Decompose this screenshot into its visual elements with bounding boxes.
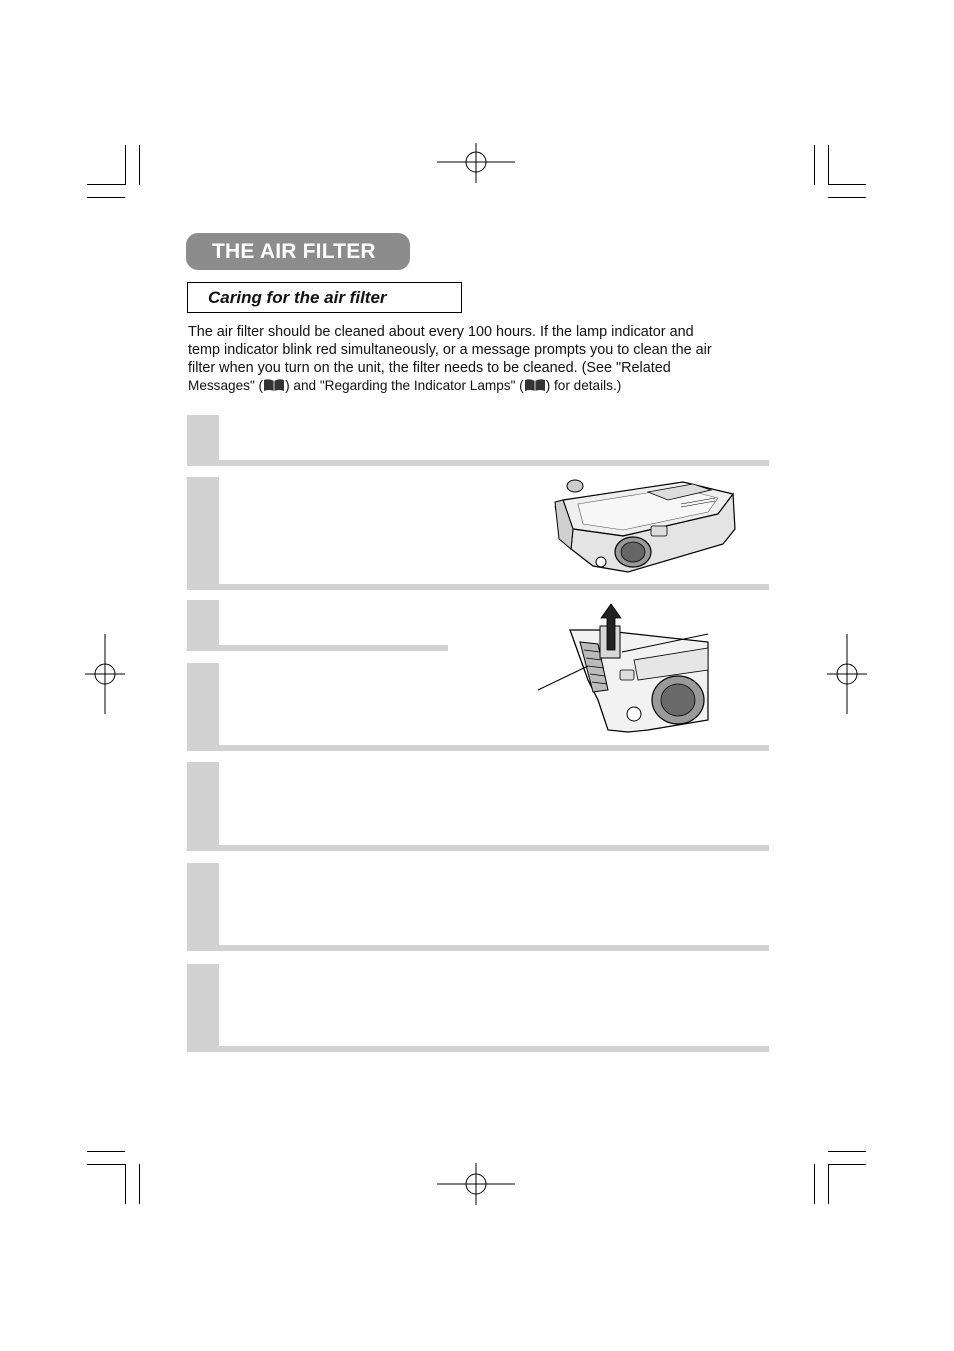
intro-line: [188, 377, 766, 395]
intro-line: filter when you turn on the unit, the filter needs to be cleaned. (See "Related: [188, 360, 671, 376]
projector-bottom-illustration: [553, 474, 743, 580]
intro-text: ) for details.): [545, 378, 622, 393]
registration-mark-right: [827, 634, 867, 714]
intro-text: ) and "Regarding the Indicator Lamps" (: [285, 378, 524, 393]
registration-mark-bottom: [437, 1163, 517, 1205]
intro-line: The air filter should be cleaned about every 100 hours. If the lamp indicator and: [188, 324, 694, 340]
intro-text: Messages" (: [188, 378, 264, 393]
section-title: THE AIR FILTER: [186, 233, 410, 270]
subheading: [187, 282, 462, 313]
intro-paragraph: [188, 323, 766, 395]
intro-line: temp indicator blink red simultaneously, or a message prompts you to clean the air: [188, 342, 712, 358]
book-icon: [263, 378, 285, 392]
subheading-text: Caring for the air filter: [208, 287, 387, 307]
filter-removal-illustration: [538, 600, 710, 750]
registration-mark-top: [437, 143, 517, 183]
book-icon: [524, 378, 546, 392]
registration-mark-left: [85, 634, 125, 714]
